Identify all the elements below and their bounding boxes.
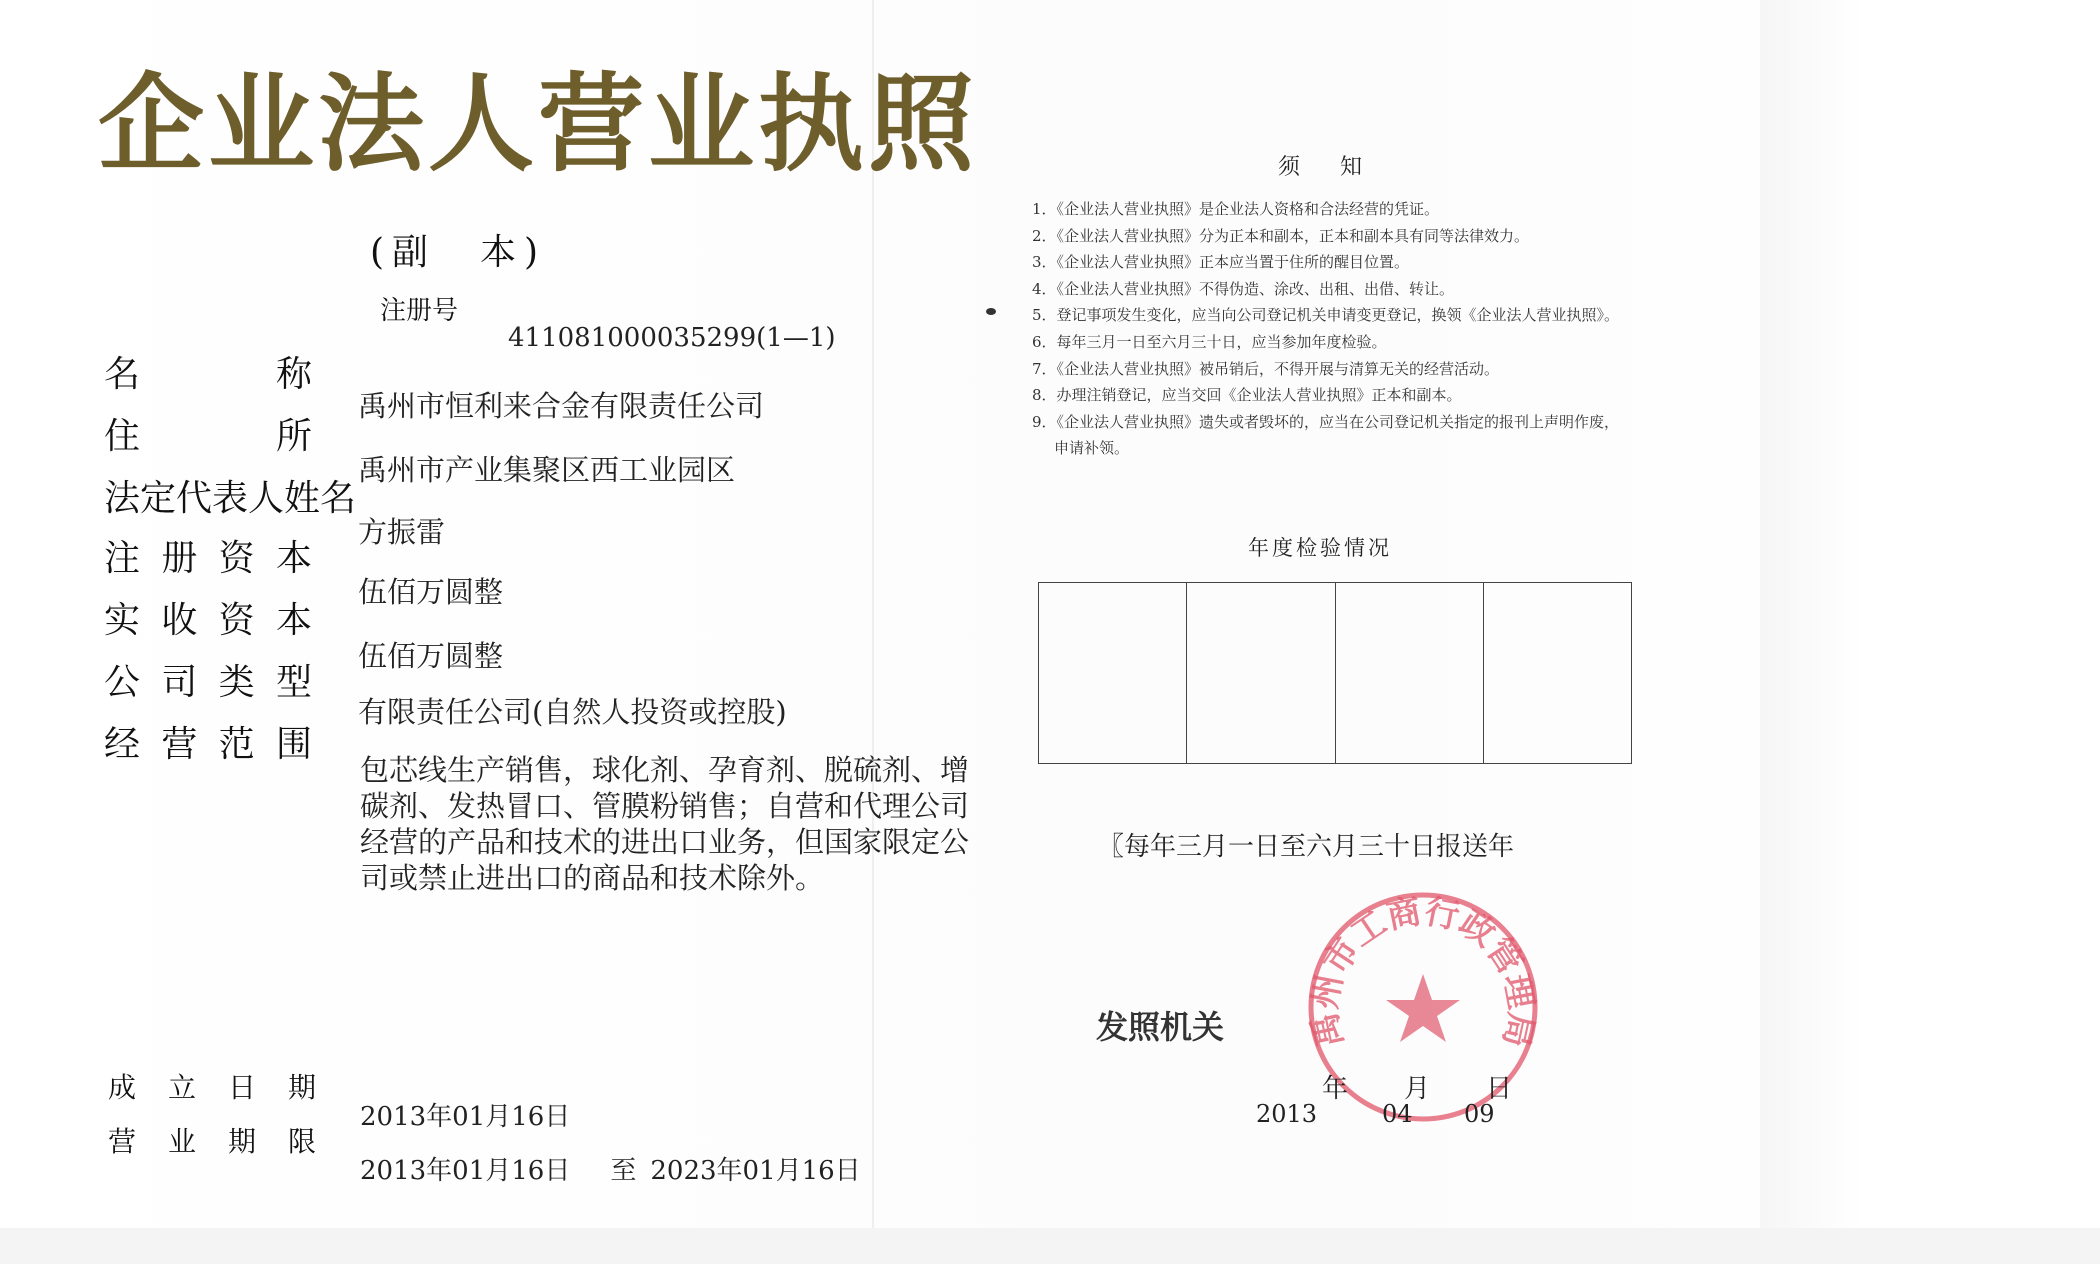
inspection-note: 〖每年三月一日至六月三十日报送年 xyxy=(1098,832,1515,862)
issue-month: 04 xyxy=(1382,1100,1413,1128)
label-address: 住 所 xyxy=(104,416,312,457)
inspection-boxes xyxy=(1038,582,1632,764)
value-business-scope: 包芯线生产销售，球化剂、孕育剂、脱硫剂、增碳剂、发热冒口、管膜粉销售；自营和代理公司经营的产品和技术的进出口业务，但国家限定公司或禁止进出口的商品和技术除外。 xyxy=(360,753,970,895)
label-establish-date: 成 立 日 期 xyxy=(108,1071,316,1104)
inspection-box xyxy=(1484,583,1631,763)
notice-item: 4．《企业法人营业执照》不得伪造、涂改、出租、出借、转让。 xyxy=(1032,279,1455,298)
notice-item: 6．每年三月一日至六月三十日，应当参加年度检验。 xyxy=(1032,332,1387,351)
notice-title: 须知 xyxy=(1278,155,1403,180)
notice-list xyxy=(1032,196,1632,462)
inspection-box xyxy=(1039,583,1187,763)
term-from: 2013年01月16日 xyxy=(360,1156,571,1186)
value-name: 禹州市恒利来合金有限责任公司 xyxy=(358,389,765,423)
notice-item: 1．《企业法人营业执照》是企业法人资格和合法经营的凭证。 xyxy=(1032,200,1440,218)
paper-edge xyxy=(1760,0,2100,1264)
license-title: 企业法人营业执照 xyxy=(98,63,978,186)
value-establish-date: 2013年01月16日 xyxy=(360,1102,571,1132)
label-registered-capital: 注 册 资 本 xyxy=(104,538,312,579)
ink-dot xyxy=(986,308,996,315)
term-to: 2023年01月16日 xyxy=(650,1156,861,1186)
issue-day: 09 xyxy=(1464,1100,1495,1128)
notice-item: 9．《企业法人营业执照》遗失或者毁坏的，应当在公司登记机关指定的报刊上声明作废，申请补领。 xyxy=(1032,412,1620,458)
copy-type: (副 本) xyxy=(370,232,547,273)
label-paid-capital: 实 收 资 本 xyxy=(104,600,312,641)
value-legal-rep: 方振雷 xyxy=(358,515,446,549)
registration-number: 411081000035299(1—1) xyxy=(508,323,836,353)
issue-year: 2013 xyxy=(1256,1100,1318,1128)
label-term: 营 业 期 限 xyxy=(108,1125,316,1158)
label-name: 名 称 xyxy=(104,354,312,395)
value-address: 禹州市产业集聚区西工业园区 xyxy=(358,453,736,487)
inspection-box xyxy=(1187,583,1335,763)
paper-edge-bottom xyxy=(0,1228,2100,1264)
value-company-type: 有限责任公司(自然人投资或控股) xyxy=(358,695,787,729)
value-term xyxy=(360,1150,861,1187)
svg-text:禹州市工商行政管理局: 禹州市工商行政管理局 xyxy=(1304,891,1542,1051)
registration-label: 注册号 xyxy=(380,296,459,326)
day-label: 日 xyxy=(1486,1074,1513,1104)
term-to-word: 至 xyxy=(610,1156,637,1186)
label-company-type: 公 司 类 型 xyxy=(104,662,312,703)
fold-line xyxy=(872,0,874,1264)
label-legal-rep: 法定代表人姓名 xyxy=(104,478,357,519)
seal-star-icon xyxy=(1386,974,1460,1042)
inspection-title: 年度检验情况 xyxy=(1248,536,1392,560)
notice-item: 7．《企业法人营业执照》被吊销后，不得开展与清算无关的经营活动。 xyxy=(1032,359,1500,378)
notice-item: 3．《企业法人营业执照》正本应当置于住所的醒目位置。 xyxy=(1032,253,1410,272)
value-registered-capital: 伍佰万圆整 xyxy=(358,575,504,609)
value-paid-capital: 伍佰万圆整 xyxy=(358,639,504,673)
inspection-box xyxy=(1336,583,1484,763)
notice-item: 5．登记事项发生变化，应当向公司登记机关申请变更登记，换领《企业法人营业执照》。 xyxy=(1032,306,1620,325)
issuing-authority-label: 发照机关 xyxy=(1096,1008,1225,1046)
notice-item: 2．《企业法人营业执照》分为正本和副本，正本和副本具有同等法律效力。 xyxy=(1032,226,1530,245)
notice-item: 8．办理注销登记，应当交回《企业法人营业执照》正本和副本。 xyxy=(1032,386,1462,405)
month-label: 月 xyxy=(1404,1074,1431,1104)
year-label: 年 xyxy=(1322,1074,1349,1104)
label-business-scope: 经 营 范 围 xyxy=(104,724,312,765)
